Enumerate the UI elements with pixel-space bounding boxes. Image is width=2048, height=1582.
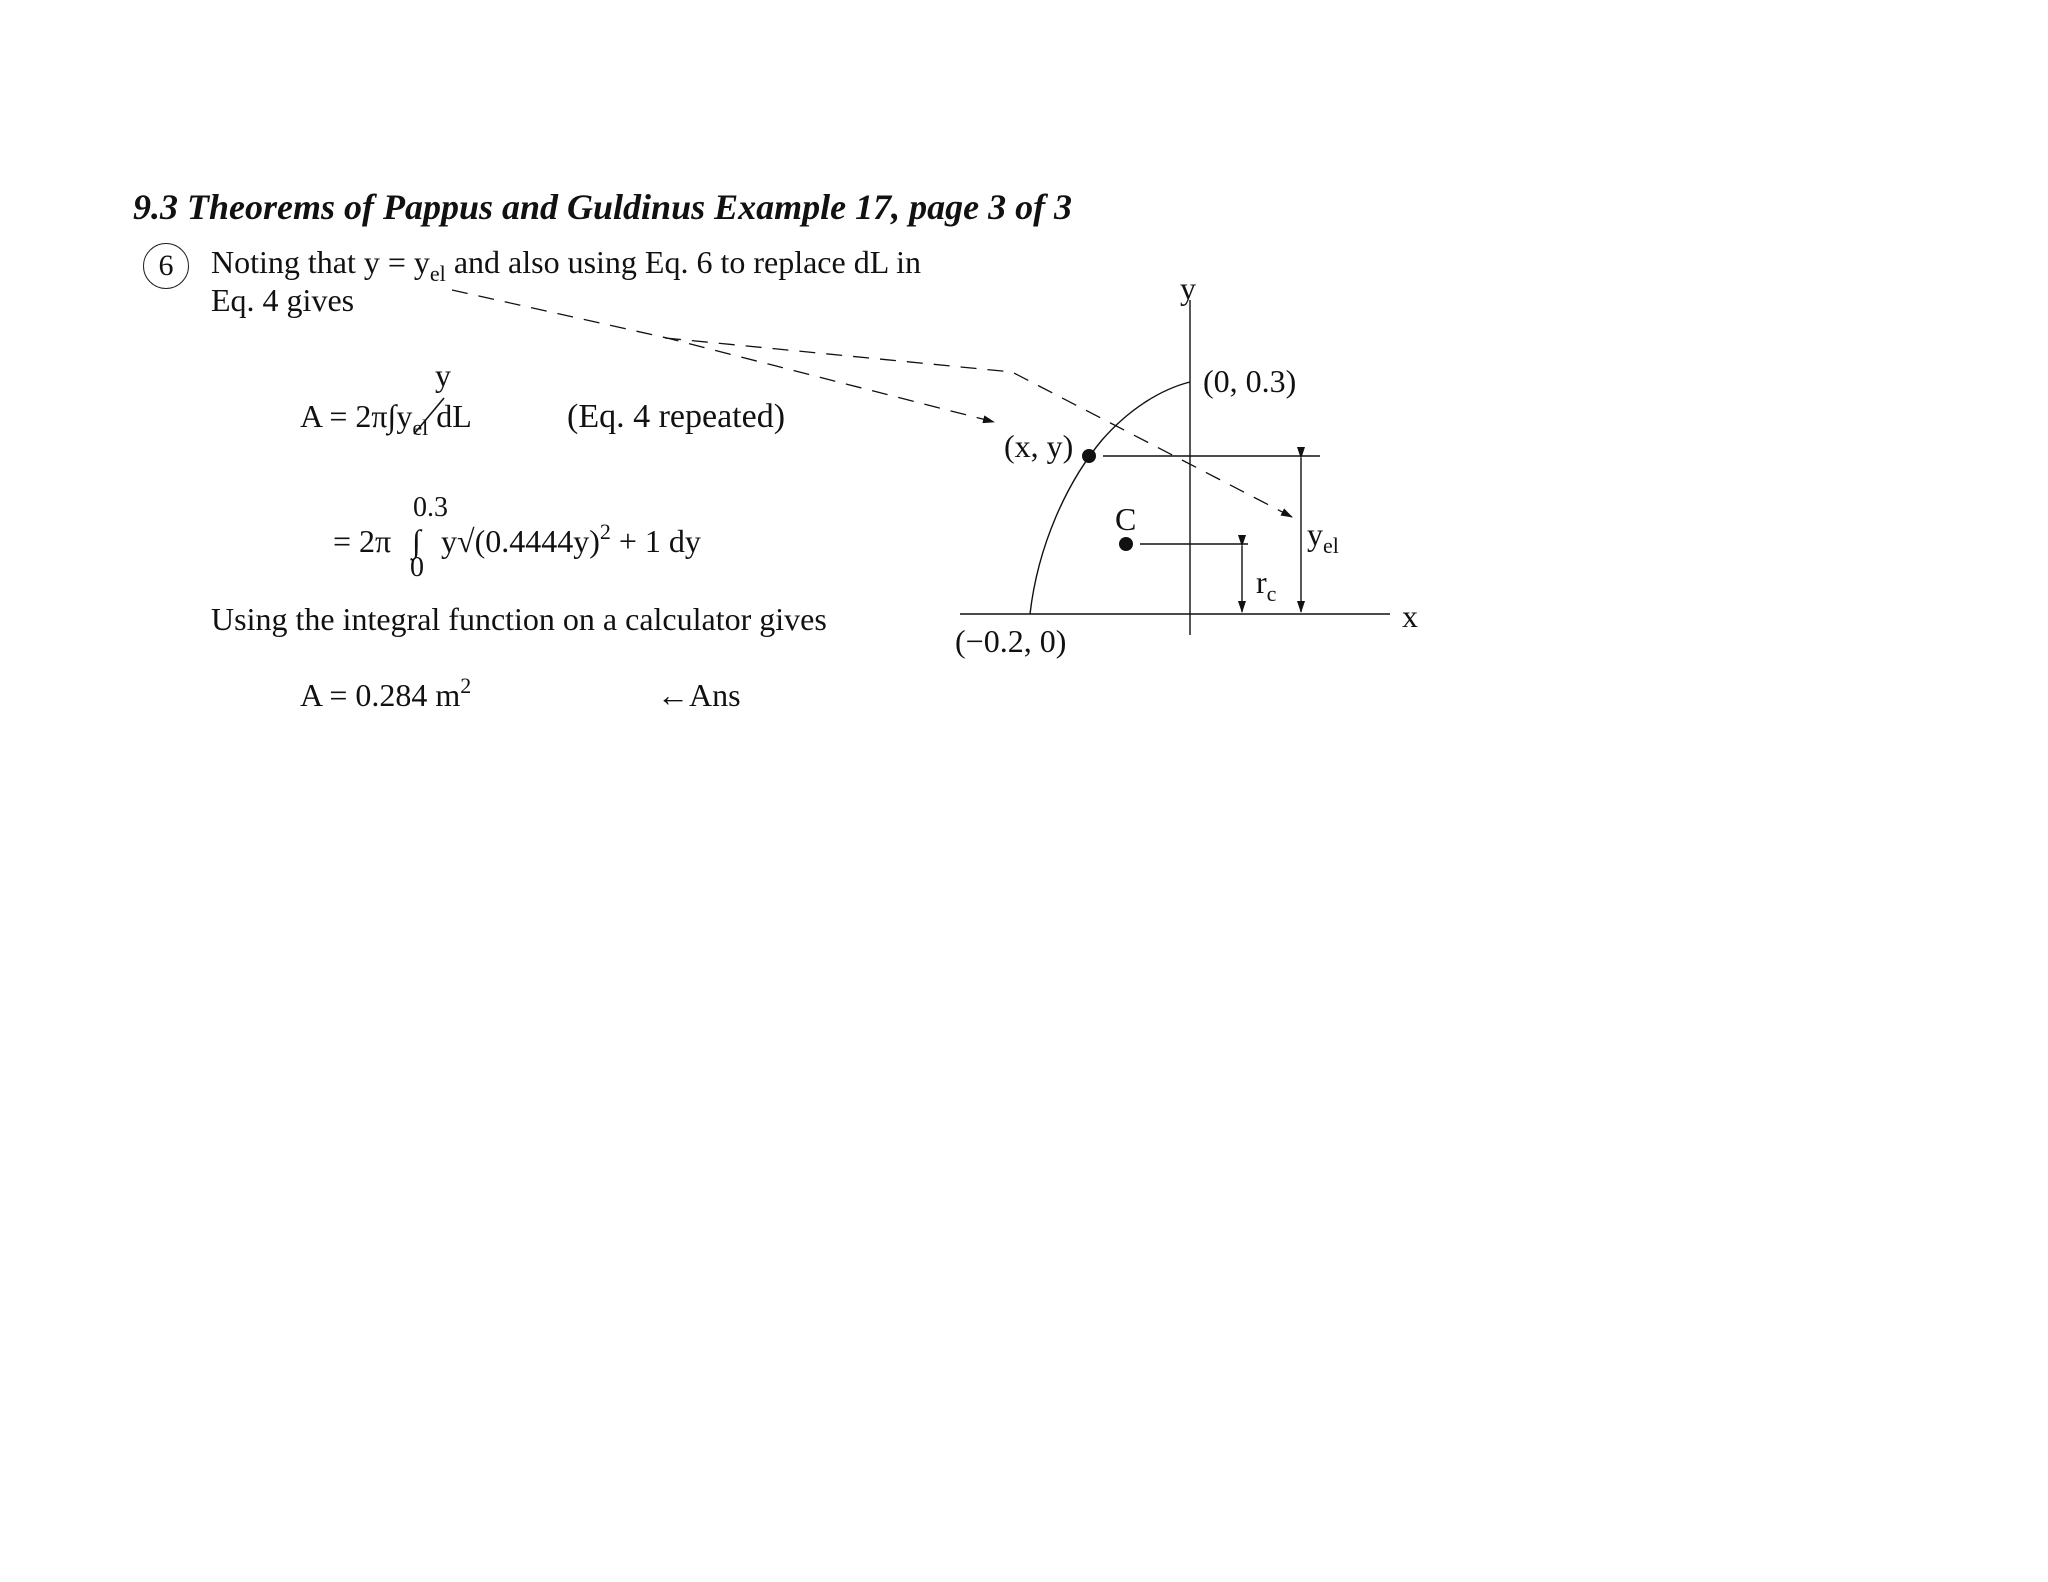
eq2-power: 2 bbox=[599, 519, 611, 544]
eq2-tail: + 1 dy bbox=[610, 523, 701, 559]
label-rc bbox=[1256, 564, 1277, 606]
eq1-overwrite-stroke bbox=[414, 398, 444, 434]
eq1-lhs: A = 2π∫ bbox=[300, 398, 397, 434]
parabola-curve bbox=[1030, 382, 1190, 614]
step-text-line2: Eq. 4 gives bbox=[211, 282, 355, 318]
calculator-text: Using the integral function on a calculator gives bbox=[211, 601, 827, 637]
label-yel bbox=[1307, 516, 1339, 558]
label-left-point: (−0.2, 0) bbox=[955, 623, 1067, 659]
eq2-lhs: = 2π bbox=[333, 523, 392, 559]
diagram-y-axis-label: y bbox=[1180, 270, 1196, 306]
yel-sub: el bbox=[1323, 533, 1339, 558]
eq1-tail: dL bbox=[428, 398, 472, 434]
point-marker bbox=[1082, 449, 1096, 463]
label-centroid: C bbox=[1115, 501, 1137, 537]
answer-tag: ←Ans bbox=[657, 677, 741, 713]
leader-to-point bbox=[452, 290, 994, 422]
label-point-xy: (x, y) bbox=[1004, 428, 1074, 464]
rc-sub: c bbox=[1266, 581, 1277, 606]
eq2-y-sqrt: y√ bbox=[441, 523, 475, 559]
page-title: 9.3 Theorems of Pappus and Guldinus Example 17, page 3 of 3 bbox=[133, 187, 1073, 227]
rc-main: r bbox=[1256, 564, 1267, 600]
step-text-part: and also using Eq. 6 to replace dL in bbox=[445, 244, 921, 280]
eq2-upper-limit: 0.3 bbox=[413, 492, 448, 523]
answer-text: A = 0.284 m bbox=[300, 677, 461, 713]
eq1-term-subscript: el bbox=[412, 415, 429, 440]
eq2-integral-sign: ∫ bbox=[412, 523, 421, 559]
centroid-marker bbox=[1119, 537, 1133, 551]
diagram-x-axis-label: x bbox=[1402, 598, 1418, 634]
eq1-term: y bbox=[396, 398, 413, 434]
step-text-part: Noting that y = y bbox=[211, 244, 430, 280]
eq2-lower-limit: 0 bbox=[410, 552, 424, 583]
yel-subscript: el bbox=[429, 261, 446, 286]
eq1-overwrite-y: y bbox=[435, 357, 451, 393]
step-number: 6 bbox=[158, 249, 174, 282]
eq2-radicand: (0.4444y) bbox=[474, 523, 600, 559]
eq1-note: (Eq. 4 repeated) bbox=[567, 398, 786, 435]
answer-power: 2 bbox=[460, 673, 472, 698]
label-top-point: (0, 0.3) bbox=[1203, 363, 1297, 399]
yel-main: y bbox=[1307, 516, 1323, 552]
leader-to-yel bbox=[665, 338, 1292, 517]
